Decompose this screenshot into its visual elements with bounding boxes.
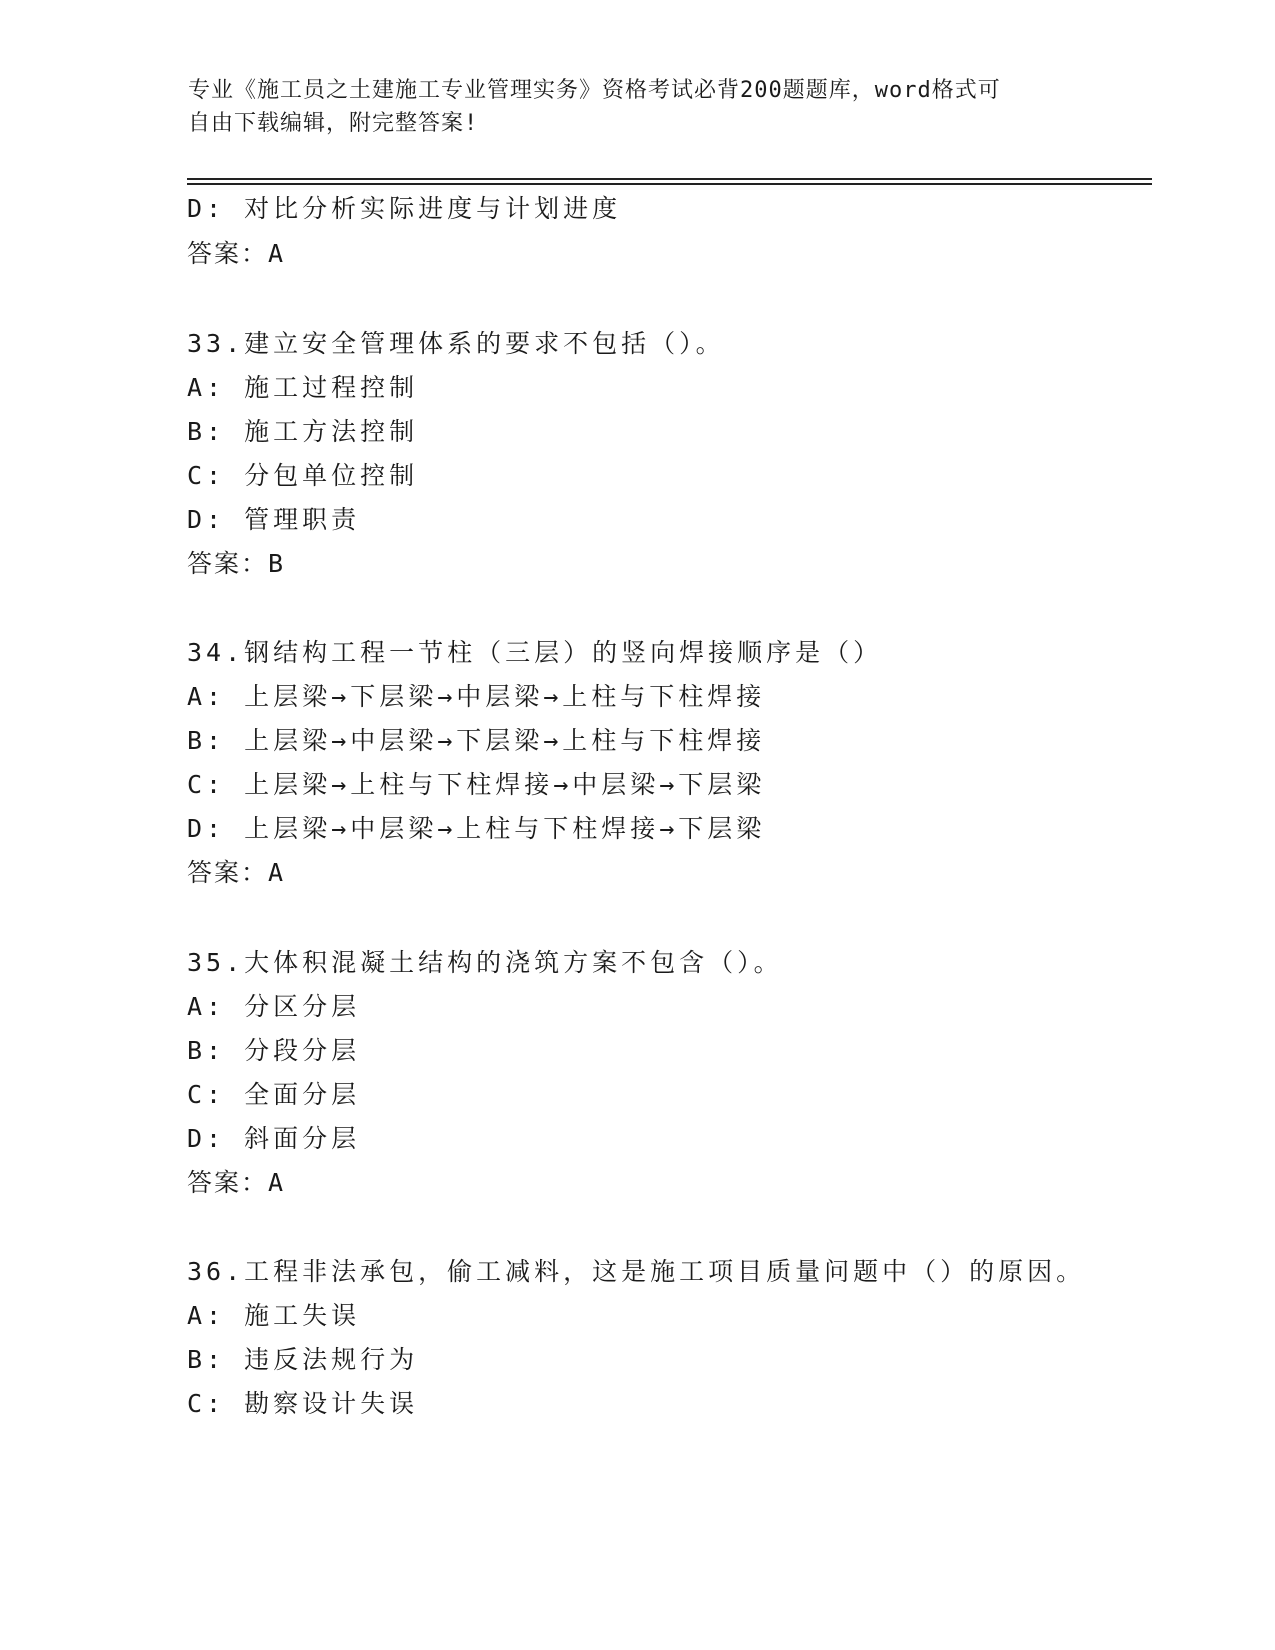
question-34-option-d: D: 上层梁→中层梁→上柱与下柱焊接→下层梁 bbox=[187, 814, 766, 843]
question-36-option-c: C: 勘察设计失误 bbox=[187, 1389, 419, 1418]
question-33-stem: 33.建立安全管理体系的要求不包括（）。 bbox=[187, 329, 725, 358]
question-36-stem: 36.工程非法承包，偷工减料，这是施工项目质量问题中（）的原因。 bbox=[187, 1257, 1086, 1286]
answer-label: 答案： bbox=[187, 1168, 269, 1197]
question-35-option-d: D: 斜面分层 bbox=[187, 1124, 361, 1153]
question-35-option-c: C: 全面分层 bbox=[187, 1080, 361, 1109]
question-34-option-a: A: 上层梁→下层梁→中层梁→上柱与下柱焊接 bbox=[187, 682, 766, 711]
answer-value: A bbox=[268, 858, 284, 887]
question-35-option-a: A: 分区分层 bbox=[187, 992, 361, 1021]
question-35-answer bbox=[187, 1166, 283, 1200]
answer-value: A bbox=[268, 239, 284, 268]
question-35-option-b: B: 分段分层 bbox=[187, 1036, 361, 1065]
answer-label: 答案： bbox=[187, 549, 269, 578]
answer-value: A bbox=[268, 1168, 284, 1197]
question-33-option-c: C: 分包单位控制 bbox=[187, 461, 419, 490]
question-33-answer bbox=[187, 547, 283, 581]
question-36-option-a: A: 施工失误 bbox=[187, 1301, 361, 1330]
prev-option-d: D: 对比分析实际进度与计划进度 bbox=[187, 194, 622, 223]
document-header: 专业《施工员之土建施工专业管理实务》资格考试必背200题题库，word格式可 自由下载编辑，附完整答案! bbox=[188, 78, 1001, 136]
answer-value: B bbox=[268, 549, 284, 578]
answer-label: 答案： bbox=[187, 239, 269, 268]
question-34-option-b: B: 上层梁→中层梁→下层梁→上柱与下柱焊接 bbox=[187, 726, 766, 755]
question-33-option-a: A: 施工过程控制 bbox=[187, 373, 419, 402]
question-34-answer bbox=[187, 856, 283, 890]
question-33-option-d: D: 管理职责 bbox=[187, 505, 361, 534]
question-34-option-c: C: 上层梁→上柱与下柱焊接→中层梁→下层梁 bbox=[187, 770, 766, 799]
question-34-stem: 34.钢结构工程一节柱（三层）的竖向焊接顺序是（） bbox=[187, 638, 883, 667]
answer-label: 答案： bbox=[187, 858, 269, 887]
header-divider-bottom bbox=[187, 183, 1152, 185]
question-35-stem: 35.大体积混凝土结构的浇筑方案不包含（）。 bbox=[187, 948, 783, 977]
prev-answer bbox=[187, 237, 283, 271]
header-divider-top bbox=[187, 178, 1152, 180]
question-33-option-b: B: 施工方法控制 bbox=[187, 417, 419, 446]
question-36-option-b: B: 违反法规行为 bbox=[187, 1345, 419, 1374]
